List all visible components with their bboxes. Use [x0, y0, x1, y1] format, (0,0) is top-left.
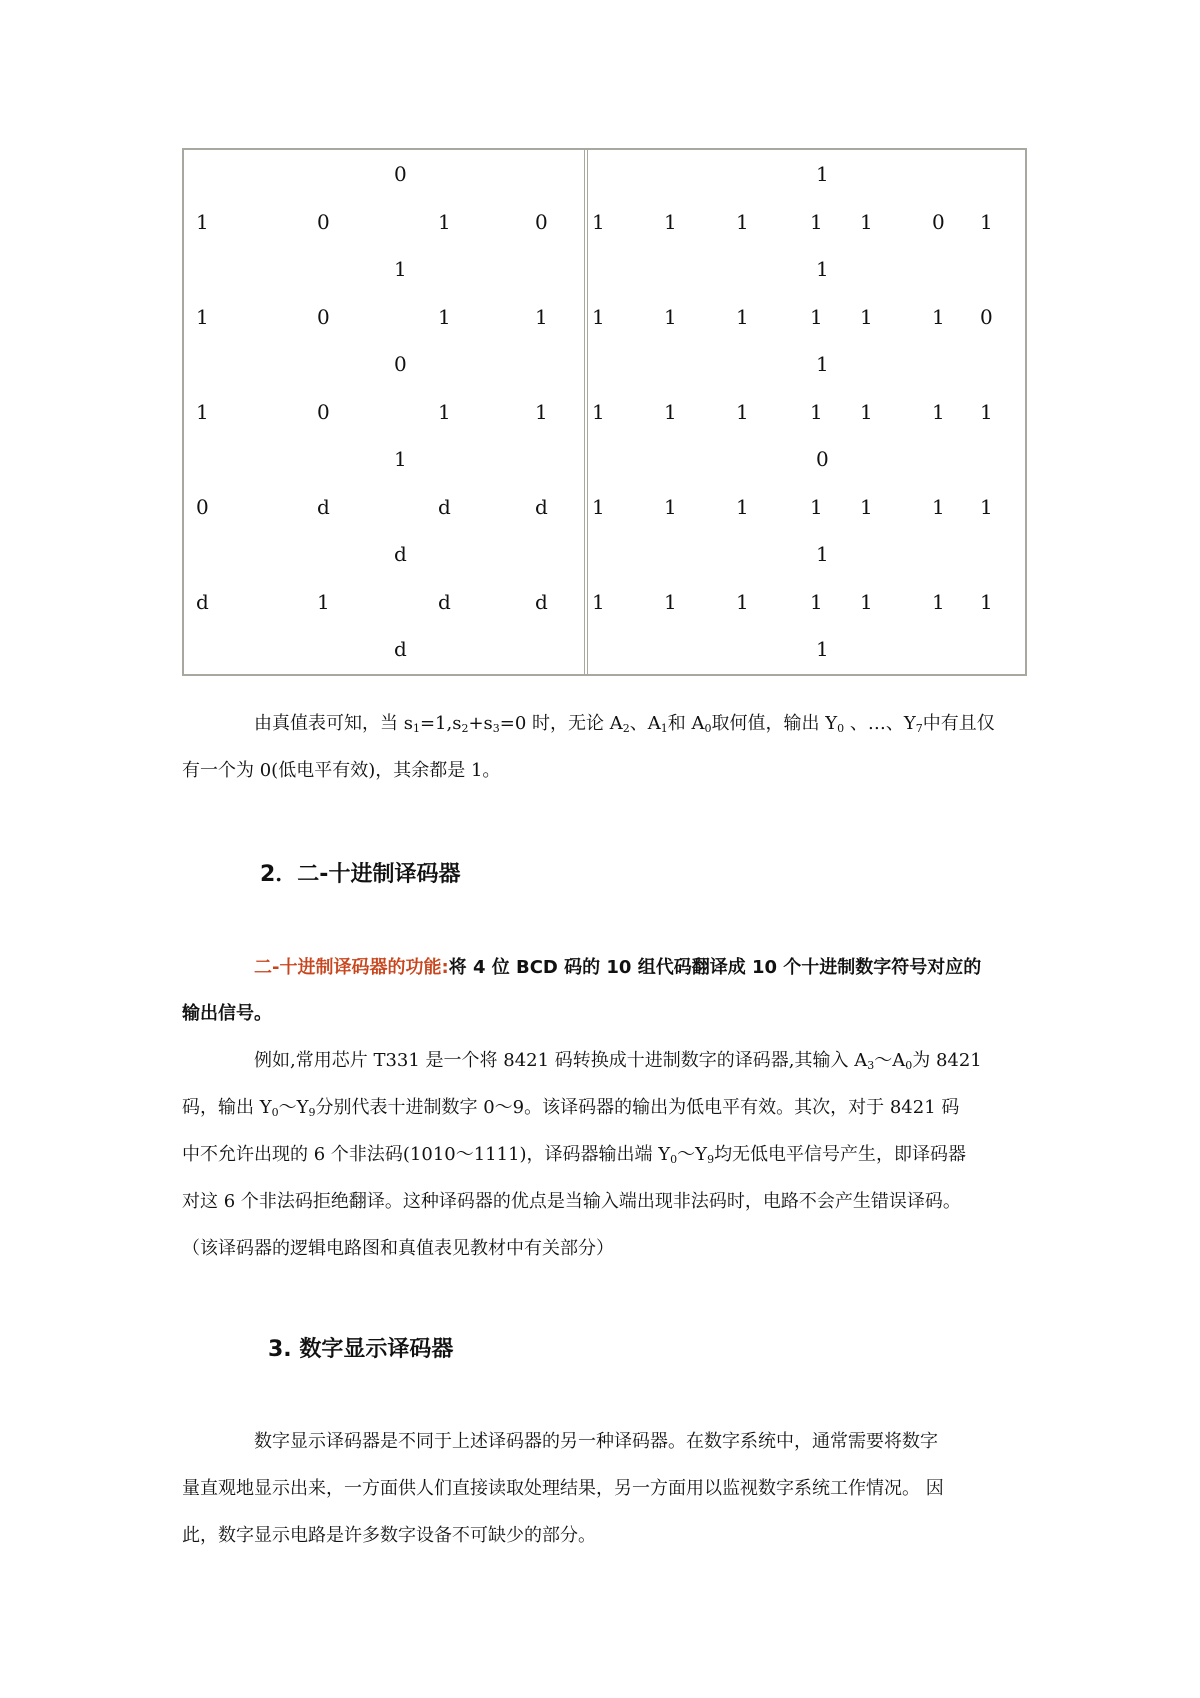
table-cell-output: 1 [736, 494, 749, 519]
section-2-body [182, 1037, 1027, 1272]
table-cell-output: 1 [664, 399, 677, 424]
table-cell-output: 0 [816, 447, 829, 471]
function-description [182, 945, 1027, 1037]
text-run: +s [468, 713, 493, 734]
table-cell-output: 1 [980, 399, 993, 424]
table-cell-input: d [394, 542, 407, 566]
subscript: 7 [915, 722, 923, 735]
text-run: ～Y [677, 1144, 708, 1165]
table-cell-output: 1 [932, 589, 945, 614]
table-cell-input: 0 [317, 209, 330, 234]
summary-line-1 [182, 700, 1027, 747]
text-run: 均无低电平信号产生，即译码器 [714, 1144, 967, 1165]
subscript: 2 [461, 722, 469, 735]
subscript: 2 [622, 722, 630, 735]
text-run: 中有且仅 [922, 713, 995, 734]
text-run: 取何值，输出 Y [711, 713, 838, 734]
table-cell-input: d [394, 637, 407, 661]
table-divider [584, 150, 588, 674]
table-cell-output: 0 [980, 304, 993, 329]
table-cell-output: 1 [810, 494, 823, 519]
summary-paragraph [182, 700, 1027, 794]
table-cell-output: 0 [932, 209, 945, 234]
text-run: =1,s [419, 713, 462, 734]
table-cell-output: 1 [810, 209, 823, 234]
table-cell-output: 1 [664, 494, 677, 519]
text-run: 例如,常用芯片 T331 是一个将 8421 码转换成十进制数字的译码器,其输入 A [254, 1050, 868, 1071]
table-cell-output: 1 [592, 304, 605, 329]
table-cell-input: 1 [196, 304, 209, 329]
table-cell-output: 1 [736, 209, 749, 234]
table-cell-output: 1 [860, 589, 873, 614]
function-label: 二-十进制译码器的功能: [254, 957, 449, 978]
table-cell-input: 0 [317, 304, 330, 329]
table-cell-output: 1 [736, 304, 749, 329]
text-run: ～A [874, 1050, 906, 1071]
subscript: 9 [707, 1153, 715, 1166]
table-cell-input: d [317, 494, 330, 519]
table-cell-output: 1 [736, 399, 749, 424]
text-run: 分别代表十进制数字 0～9。该译码器的输出为低电平有效。其次，对于 8421 码 [315, 1097, 960, 1118]
text-run: 中不允许出现的 6 个非法码(1010～1111)，译码器输出端 Y [182, 1144, 671, 1165]
table-cell-input: 1 [394, 257, 407, 281]
table-cell-input: 1 [438, 304, 451, 329]
section-3-heading: 3. 数字显示译码器 [268, 1337, 454, 1362]
function-line-2: 输出信号。 [182, 1003, 272, 1024]
table-cell-output: 1 [592, 399, 605, 424]
table-cell-input: 1 [438, 399, 451, 424]
table-cell-input: 1 [535, 399, 548, 424]
subscript: 9 [308, 1106, 316, 1119]
table-cell-output: 1 [664, 304, 677, 329]
s2-line-1 [182, 1037, 1027, 1084]
table-cell-output: 1 [592, 494, 605, 519]
table-cell-output: 1 [810, 589, 823, 614]
table-cell-output: 1 [664, 209, 677, 234]
s2-line-2 [182, 1084, 1027, 1131]
subscript: 0 [704, 722, 712, 735]
table-cell-output: 1 [592, 589, 605, 614]
function-line-1 [182, 945, 1027, 991]
text-run: 码，输出 Y [182, 1097, 272, 1118]
s2-line-3 [182, 1131, 1027, 1178]
table-cell-input: d [196, 589, 209, 614]
text-run: ～Y [278, 1097, 309, 1118]
table-cell-output: 1 [816, 542, 829, 566]
text-run: 为 8421 [912, 1050, 982, 1071]
subscript: 0 [670, 1153, 678, 1166]
table-cell-input: 1 [535, 304, 548, 329]
table-cell-output: 1 [736, 589, 749, 614]
table-cell-output: 1 [664, 589, 677, 614]
truth-table [182, 148, 1027, 676]
table-cell-output: 1 [932, 399, 945, 424]
table-cell-output: 1 [860, 399, 873, 424]
function-text: 将 4 位 BCD 码的 10 组代码翻译成 10 个十进制数字符号对应的 [448, 957, 982, 978]
s3-line-3: 此，数字显示电路是许多数字设备不可缺少的部分。 [182, 1525, 596, 1546]
table-cell-input: d [438, 589, 451, 614]
table-cell-input: 0 [317, 399, 330, 424]
subscript: 3 [867, 1059, 875, 1072]
table-cell-input: 1 [438, 209, 451, 234]
table-cell-input: 1 [196, 209, 209, 234]
s2-line-4: 对这 6 个非法码拒绝翻译。这种译码器的优点是当输入端出现非法码时，电路不会产生错误译码。 [182, 1191, 961, 1212]
table-cell-input: 0 [535, 209, 548, 234]
subscript: 1 [412, 722, 420, 735]
table-cell-input: d [535, 589, 548, 614]
table-cell-output: 1 [932, 494, 945, 519]
table-cell-input: d [535, 494, 548, 519]
table-cell-output: 1 [860, 209, 873, 234]
table-cell-output: 1 [810, 304, 823, 329]
subscript: 1 [660, 722, 668, 735]
s2-line-5: （该译码器的逻辑电路图和真值表见教材中有关部分） [182, 1238, 614, 1259]
table-cell-output: 1 [816, 162, 829, 186]
table-cell-input: 0 [394, 352, 407, 376]
subscript: 0 [837, 722, 845, 735]
table-cell-input: 1 [196, 399, 209, 424]
text-run: =0 时，无论 A [499, 713, 623, 734]
table-cell-output: 1 [860, 304, 873, 329]
s3-line-2: 量直观地显示出来，一方面供人们直接读取处理结果，另一方面用以监视数字系统工作情况。 因 [182, 1478, 944, 1499]
table-cell-input: d [438, 494, 451, 519]
table-cell-output: 1 [980, 494, 993, 519]
summary-line-2: 有一个为 0(低电平有效)，其余都是 1。 [182, 760, 501, 781]
text-run: 由真值表可知，当 s [254, 713, 413, 734]
text-run: 和 A [667, 713, 705, 734]
table-cell-output: 1 [860, 494, 873, 519]
table-cell-output: 1 [816, 257, 829, 281]
table-cell-input: 0 [394, 162, 407, 186]
table-cell-input: 0 [196, 494, 209, 519]
table-cell-input: 1 [317, 589, 330, 614]
table-cell-input: 1 [394, 447, 407, 471]
table-cell-output: 1 [932, 304, 945, 329]
table-cell-output: 1 [980, 589, 993, 614]
table-cell-output: 1 [980, 209, 993, 234]
subscript: 0 [271, 1106, 279, 1119]
text-run: 、…、Y [844, 713, 916, 734]
subscript: 3 [492, 722, 500, 735]
section-2-heading: 2．二-十进制译码器 [260, 862, 461, 887]
table-cell-output: 1 [810, 399, 823, 424]
s3-line-1: 数字显示译码器是不同于上述译码器的另一种译码器。在数字系统中，通常需要将数字 [254, 1431, 938, 1452]
table-cell-output: 1 [816, 352, 829, 376]
subscript: 0 [905, 1059, 913, 1072]
section-3-body [182, 1418, 1027, 1559]
table-cell-output: 1 [592, 209, 605, 234]
table-cell-output: 1 [816, 637, 829, 661]
text-run: 、A [629, 713, 661, 734]
